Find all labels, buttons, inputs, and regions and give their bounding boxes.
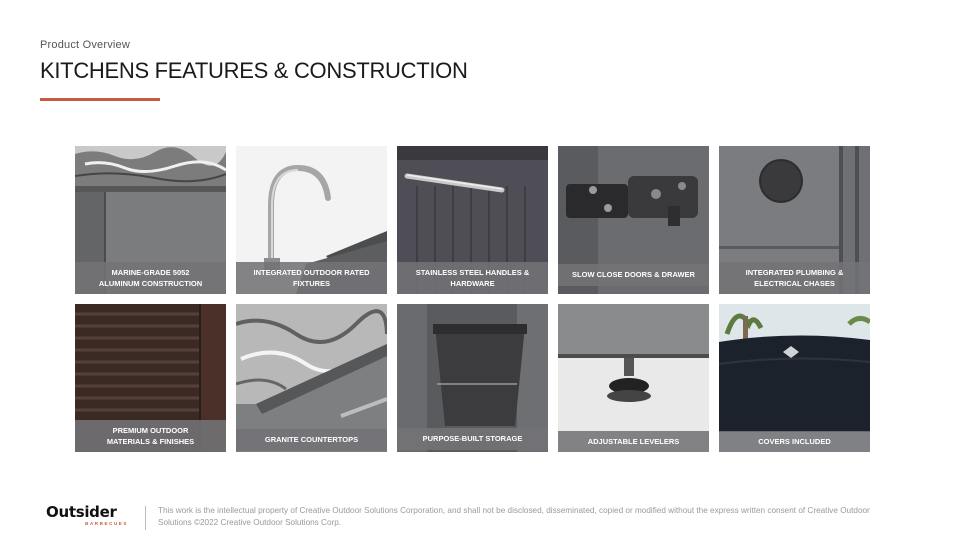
feature-tile-slow-close: [558, 146, 709, 294]
footer-divider: [145, 506, 146, 530]
feature-tile-granite: [236, 304, 387, 452]
feature-caption: STAINLESS STEEL HANDLES & HARDWARE: [397, 262, 548, 294]
legal-notice: This work is the intellectual property of Creative Outdoor Solutions Corporation, and shall not be disclosed, disseminated, copied or modified without the express written consent of Creative Outdoor Solutions ©2022 Creative Outdoor Solutions Corp.: [158, 506, 870, 527]
feature-tile-premium-materials: [75, 304, 226, 452]
feature-caption: PURPOSE-BUILT STORAGE: [397, 428, 548, 450]
product-overview-subtitle: Product Overview: [40, 39, 131, 51]
feature-tile-outdoor-fixtures: [236, 146, 387, 294]
feature-caption: ADJUSTABLE LEVELERS: [558, 431, 709, 452]
page-title: KITCHENS FEATURES & CONSTRUCTION: [40, 58, 468, 83]
accent-rule: [40, 98, 160, 101]
feature-tile-covers: [719, 304, 870, 452]
feature-caption: MARINE-GRADE 5052 ALUMINUM CONSTRUCTION: [75, 262, 226, 294]
feature-caption: INTEGRATED PLUMBING & ELECTRICAL CHASES: [719, 262, 870, 294]
feature-caption: SLOW CLOSE DOORS & DRAWER: [558, 264, 709, 286]
feature-tile-stainless-handles: [397, 146, 548, 294]
feature-tile-plumbing-chases: [719, 146, 870, 294]
feature-tile-aluminum-construction: [75, 146, 226, 294]
feature-caption: INTEGRATED OUTDOOR RATED FIXTURES: [236, 262, 387, 294]
cover-image: [719, 304, 870, 452]
feature-tile-storage: [397, 304, 548, 452]
feature-tile-levelers: [558, 304, 709, 452]
outsider-logo: Outsider BARBECUES: [46, 503, 128, 526]
feature-caption: PREMIUM OUTDOOR MATERIALS & FINISHES: [75, 420, 226, 452]
leveler-image: [558, 304, 709, 452]
feature-caption: COVERS INCLUDED: [719, 431, 870, 452]
feature-caption: GRANITE COUNTERTOPS: [236, 429, 387, 451]
